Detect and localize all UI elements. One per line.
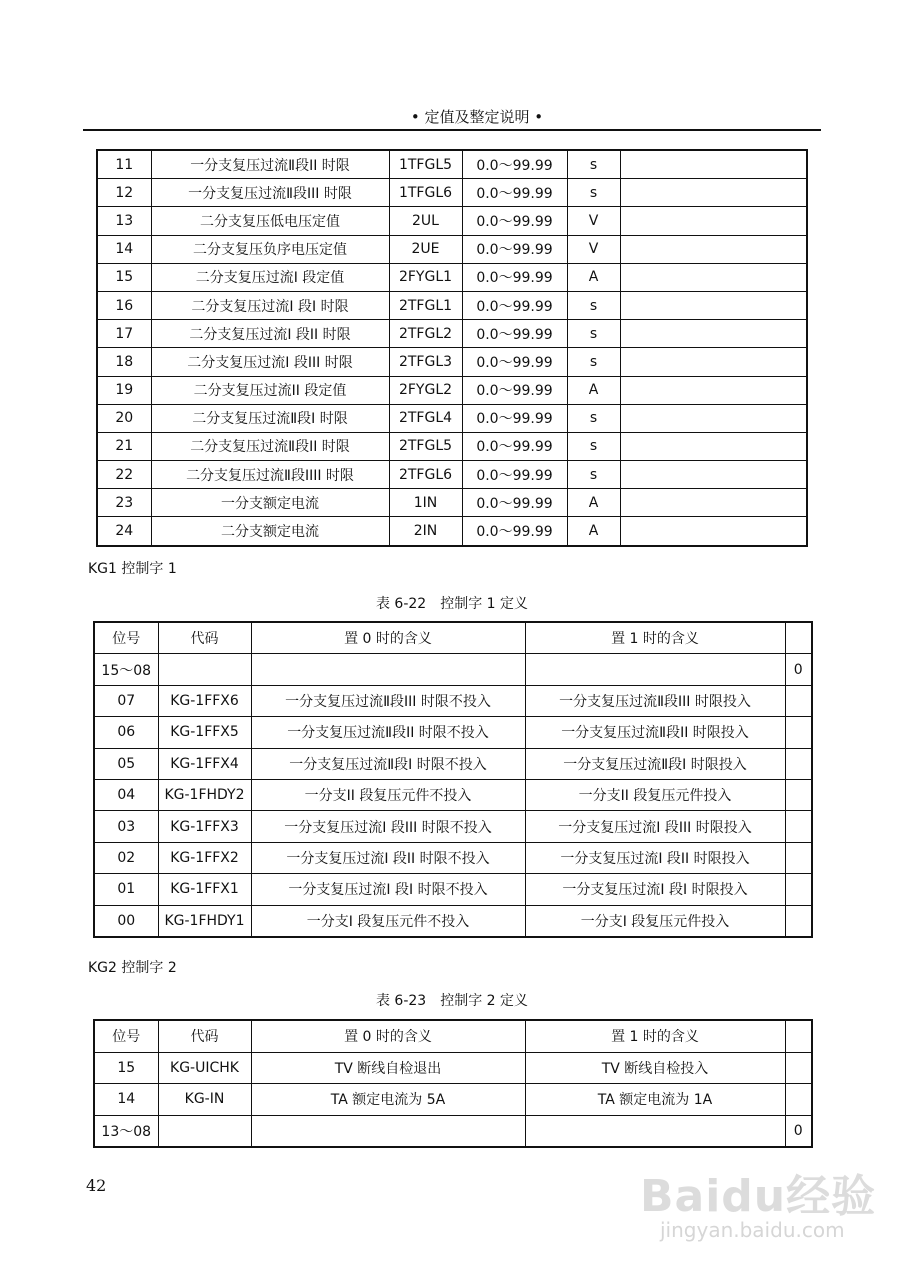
table-cell: 二分支额定电流 xyxy=(151,517,389,546)
table-cell: KG-1FFX1 xyxy=(158,874,251,905)
table-cell xyxy=(158,654,251,685)
table-cell: 一分支复压过流I 段III 时限投入 xyxy=(525,811,785,842)
table-cell: 23 xyxy=(97,489,151,517)
table-cell: 一分支复压过流I 段III 时限不投入 xyxy=(251,811,525,842)
table-cell xyxy=(620,432,807,460)
watermark-brand: Baidu经验 xyxy=(640,1171,877,1222)
table-cell: 2FYGL2 xyxy=(389,376,462,404)
table-cell: 2UL xyxy=(389,207,462,235)
column-header: 置 0 时的含义 xyxy=(251,622,525,654)
table-row xyxy=(94,1084,812,1116)
table-row xyxy=(94,842,812,873)
table-cell xyxy=(620,404,807,432)
table-cell: 05 xyxy=(94,748,158,779)
table-row xyxy=(97,432,807,460)
table-cell xyxy=(158,1115,251,1147)
table-cell: 2UE xyxy=(389,235,462,263)
table-cell: 0.0～99.99 xyxy=(462,150,567,179)
table-cell: 0.0～99.99 xyxy=(462,348,567,376)
table-cell xyxy=(620,179,807,207)
table-cell: 2TFGL4 xyxy=(389,404,462,432)
table-cell: 12 xyxy=(97,179,151,207)
table-cell xyxy=(620,207,807,235)
table-row xyxy=(97,489,807,517)
column-header xyxy=(785,1020,812,1052)
table-cell: 二分支复压过流Ⅱ段II 时限 xyxy=(151,432,389,460)
table-cell: 13～08 xyxy=(94,1115,158,1147)
table-cell: 一分支额定电流 xyxy=(151,489,389,517)
running-header-title: • 定值及整定说明 • xyxy=(410,108,544,126)
table-cell xyxy=(785,811,812,842)
table-cell: 07 xyxy=(94,685,158,716)
table-cell: KG-1FFX5 xyxy=(158,717,251,748)
table-cell: 21 xyxy=(97,432,151,460)
table-cell: 22 xyxy=(97,461,151,489)
table-cell: s xyxy=(567,348,620,376)
table-row xyxy=(94,1115,812,1147)
table-cell: 二分支复压过流II 段定值 xyxy=(151,376,389,404)
table-row xyxy=(97,461,807,489)
kg1-table-caption: 表 6-22 控制字 1 定义 xyxy=(375,596,529,612)
table-cell: 1TFGL5 xyxy=(389,150,462,179)
table-cell xyxy=(525,1115,785,1147)
table-cell: 00 xyxy=(94,905,158,937)
table-row xyxy=(97,179,807,207)
table-row xyxy=(97,517,807,546)
table-cell: V xyxy=(567,235,620,263)
table-cell: 11 xyxy=(97,150,151,179)
table-cell: s xyxy=(567,432,620,460)
column-header: 置 1 时的含义 xyxy=(525,622,785,654)
table-cell: 二分支复压过流I 段II 时限 xyxy=(151,320,389,348)
table-row xyxy=(94,748,812,779)
table-cell: TV 断线自检退出 xyxy=(251,1052,525,1084)
table-cell: 13 xyxy=(97,207,151,235)
baidu-jingyan-watermark xyxy=(640,1150,880,1250)
column-header: 代码 xyxy=(158,622,251,654)
table-cell: s xyxy=(567,291,620,319)
table-cell: V xyxy=(567,207,620,235)
table-row xyxy=(94,685,812,716)
table-header-row xyxy=(94,622,812,654)
kg2-section-label: KG2 控制字 2 xyxy=(88,960,177,976)
table-cell: 0.0～99.99 xyxy=(462,376,567,404)
table-cell: 15～08 xyxy=(94,654,158,685)
table-cell: 15 xyxy=(97,263,151,291)
table-cell: 1TFGL6 xyxy=(389,179,462,207)
table-row xyxy=(94,874,812,905)
table-cell: 01 xyxy=(94,874,158,905)
table-cell: 一分支复压过流Ⅱ段I 时限投入 xyxy=(525,748,785,779)
table-cell: 20 xyxy=(97,404,151,432)
kg1-section-label: KG1 控制字 1 xyxy=(88,561,177,577)
table-cell: 一分支II 段复压元件投入 xyxy=(525,779,785,810)
column-header: 置 1 时的含义 xyxy=(525,1020,785,1052)
table-row xyxy=(94,717,812,748)
table-cell: 0.0～99.99 xyxy=(462,489,567,517)
table-cell: A xyxy=(567,489,620,517)
table-cell xyxy=(620,320,807,348)
table-cell xyxy=(620,517,807,546)
table-cell xyxy=(620,235,807,263)
table-cell: 14 xyxy=(94,1084,158,1116)
table-cell xyxy=(785,717,812,748)
table-cell: 24 xyxy=(97,517,151,546)
table-cell: TA 额定电流为 1A xyxy=(525,1084,785,1116)
table-cell: 二分支复压低电压定值 xyxy=(151,207,389,235)
table-header-row xyxy=(94,1020,812,1052)
table-cell: KG-1FFX3 xyxy=(158,811,251,842)
table-cell xyxy=(620,489,807,517)
table-cell: 一分支复压过流I 段I 时限投入 xyxy=(525,874,785,905)
table-cell: 02 xyxy=(94,842,158,873)
kg1-definition-table xyxy=(93,621,813,938)
table-cell: 二分支复压过流Ⅱ段I 时限 xyxy=(151,404,389,432)
table-row xyxy=(94,811,812,842)
table-cell xyxy=(785,685,812,716)
table-cell: KG-1FHDY1 xyxy=(158,905,251,937)
table-cell: 一分支复压过流I 段II 时限投入 xyxy=(525,842,785,873)
table-cell: 一分支复压过流Ⅱ段II 时限投入 xyxy=(525,717,785,748)
table-cell xyxy=(785,1052,812,1084)
table-cell xyxy=(620,291,807,319)
table-cell: TV 断线自检投入 xyxy=(525,1052,785,1084)
table-cell: 一分支复压过流I 段I 时限不投入 xyxy=(251,874,525,905)
kg2-table-caption: 表 6-23 控制字 2 定义 xyxy=(375,993,529,1009)
table-cell xyxy=(785,1084,812,1116)
table-cell: 0.0～99.99 xyxy=(462,235,567,263)
table-cell: 2TFGL6 xyxy=(389,461,462,489)
table-cell xyxy=(785,905,812,937)
table-cell: 0.0～99.99 xyxy=(462,291,567,319)
table-cell: 一分支复压过流Ⅱ段II 时限不投入 xyxy=(251,717,525,748)
table-cell: 0 xyxy=(785,654,812,685)
table-cell: s xyxy=(567,150,620,179)
column-header: 位号 xyxy=(94,622,158,654)
table-cell: KG-IN xyxy=(158,1084,251,1116)
table-row xyxy=(97,263,807,291)
table-row xyxy=(97,150,807,179)
table-cell: 一分支复压过流Ⅱ段I 时限不投入 xyxy=(251,748,525,779)
table-cell: 2TFGL5 xyxy=(389,432,462,460)
table-cell: 0.0～99.99 xyxy=(462,207,567,235)
table-cell: 二分支复压负序电压定值 xyxy=(151,235,389,263)
table-cell: s xyxy=(567,404,620,432)
table-cell xyxy=(620,376,807,404)
table-cell: 16 xyxy=(97,291,151,319)
table-cell: 二分支复压过流I 段定值 xyxy=(151,263,389,291)
table-cell: A xyxy=(567,263,620,291)
table-cell xyxy=(620,150,807,179)
table-row xyxy=(97,235,807,263)
table-cell xyxy=(251,654,525,685)
table-cell: 一分支复压过流I 段II 时限不投入 xyxy=(251,842,525,873)
table-cell: 一分支复压过流Ⅱ段II 时限 xyxy=(151,150,389,179)
table-cell: KG-1FHDY2 xyxy=(158,779,251,810)
page-number: 42 xyxy=(86,1176,107,1195)
table-cell: 17 xyxy=(97,320,151,348)
table-cell: 一分支II 段复压元件不投入 xyxy=(251,779,525,810)
table-cell: 一分支复压过流Ⅱ段III 时限 xyxy=(151,179,389,207)
table-cell: KG-UICHK xyxy=(158,1052,251,1084)
table-cell: 0.0～99.99 xyxy=(462,432,567,460)
table-cell: 一分支复压过流Ⅱ段III 时限不投入 xyxy=(251,685,525,716)
table-cell xyxy=(620,461,807,489)
table-cell: 18 xyxy=(97,348,151,376)
table-row xyxy=(97,376,807,404)
column-header: 置 0 时的含义 xyxy=(251,1020,525,1052)
table-cell: 2TFGL3 xyxy=(389,348,462,376)
column-header: 代码 xyxy=(158,1020,251,1052)
table-cell: 15 xyxy=(94,1052,158,1084)
table-cell: 0.0～99.99 xyxy=(462,263,567,291)
column-header xyxy=(785,622,812,654)
table-cell: 二分支复压过流I 段I 时限 xyxy=(151,291,389,319)
table-cell: 二分支复压过流I 段III 时限 xyxy=(151,348,389,376)
table-cell: A xyxy=(567,376,620,404)
table-row xyxy=(94,779,812,810)
table-cell xyxy=(620,348,807,376)
table-cell: 二分支复压过流Ⅱ段IIII 时限 xyxy=(151,461,389,489)
table-cell: KG-1FFX4 xyxy=(158,748,251,779)
table-row xyxy=(97,320,807,348)
table-cell xyxy=(785,874,812,905)
watermark-url: jingyan.baidu.com xyxy=(660,1218,845,1242)
header-rule xyxy=(83,129,821,131)
table-cell: 06 xyxy=(94,717,158,748)
table-cell: s xyxy=(567,320,620,348)
table-cell: 0 xyxy=(785,1115,812,1147)
table-cell: 一分支复压过流Ⅱ段III 时限投入 xyxy=(525,685,785,716)
table-cell: KG-1FFX2 xyxy=(158,842,251,873)
table-row xyxy=(97,348,807,376)
column-header: 位号 xyxy=(94,1020,158,1052)
table-cell: 19 xyxy=(97,376,151,404)
table-cell: 0.0～99.99 xyxy=(462,517,567,546)
table-cell: 0.0～99.99 xyxy=(462,461,567,489)
table-cell: 1IN xyxy=(389,489,462,517)
table-row xyxy=(97,404,807,432)
table-cell: 0.0～99.99 xyxy=(462,404,567,432)
table-cell: TA 额定电流为 5A xyxy=(251,1084,525,1116)
table-cell: 一分支I 段复压元件投入 xyxy=(525,905,785,937)
table-cell: 一分支I 段复压元件不投入 xyxy=(251,905,525,937)
table-cell: 04 xyxy=(94,779,158,810)
table-cell: s xyxy=(567,461,620,489)
table-row xyxy=(94,1052,812,1084)
table-row xyxy=(94,654,812,685)
table-cell: 2TFGL1 xyxy=(389,291,462,319)
table-cell: 0.0～99.99 xyxy=(462,320,567,348)
table-cell: 14 xyxy=(97,235,151,263)
table-cell: 03 xyxy=(94,811,158,842)
table-row xyxy=(97,291,807,319)
table-cell: s xyxy=(567,179,620,207)
table-cell xyxy=(525,654,785,685)
table-cell: A xyxy=(567,517,620,546)
table-cell: KG-1FFX6 xyxy=(158,685,251,716)
table-cell: 2TFGL2 xyxy=(389,320,462,348)
table-row xyxy=(94,905,812,937)
table-cell xyxy=(251,1115,525,1147)
settings-table xyxy=(96,149,808,547)
table-cell: 0.0～99.99 xyxy=(462,179,567,207)
table-row xyxy=(97,207,807,235)
table-cell xyxy=(785,842,812,873)
kg2-definition-table xyxy=(93,1019,813,1148)
table-cell xyxy=(785,748,812,779)
table-cell xyxy=(785,779,812,810)
table-cell: 2IN xyxy=(389,517,462,546)
table-cell xyxy=(620,263,807,291)
table-cell: 2FYGL1 xyxy=(389,263,462,291)
